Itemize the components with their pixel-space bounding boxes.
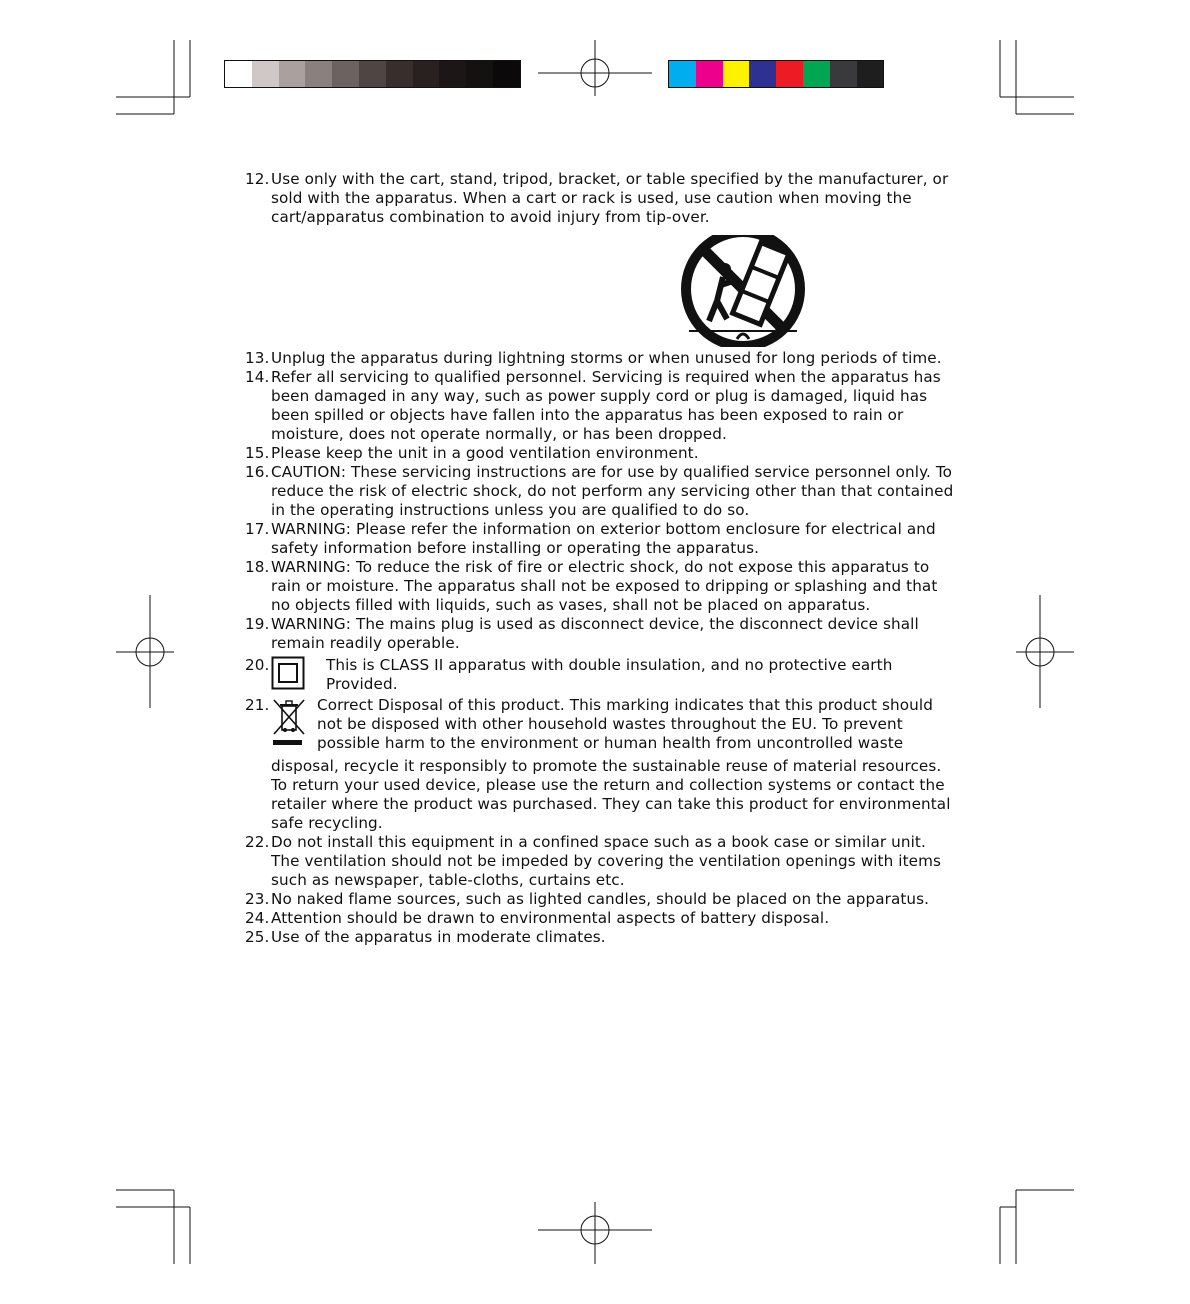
safety-instructions	[245, 170, 955, 947]
list-item: 16. CAUTION: These servicing instructions are for use by qualified service personnel only. To reduce the risk of electric shock, do not perform any servicing other than that contained in the operating instructions unless you are qualified to do so.	[245, 463, 954, 519]
process-color-bar	[668, 60, 884, 88]
grayscale-color-bar	[224, 60, 521, 88]
color-swatch	[413, 61, 440, 87]
color-swatch	[225, 61, 252, 87]
color-swatch	[830, 61, 857, 87]
list-item: 24. Attention should be drawn to environmental aspects of battery disposal.	[245, 909, 830, 927]
color-swatch	[696, 61, 723, 87]
list-item: 18. WARNING: To reduce the risk of fire or electric shock, do not expose this apparatus to rain or moisture. The apparatus shall not be exposed to dripping or splashing and that no objects filled with liquids, such as vases, shall not be placed on apparatus.	[245, 558, 938, 614]
list-item: 12. Use only with the cart, stand, tripod, bracket, or table specified by the manufacturer, or sold with the apparatus. When a cart or rack is used, use caution when moving the cart/apparatus combination to avoid injury from tip-over.	[245, 170, 949, 226]
cart-tipover-icon	[679, 235, 809, 347]
list-item: 23. No naked flame sources, such as lighted candles, should be placed on the apparatus.	[245, 890, 930, 908]
color-swatch	[359, 61, 386, 87]
list-item: 19. WARNING: The mains plug is used as disconnect device, the disconnect device shall remain readily operable.	[245, 615, 919, 652]
color-swatch	[332, 61, 359, 87]
list-item: 25. Use of the apparatus in moderate climates.	[245, 928, 606, 946]
color-swatch	[386, 61, 413, 87]
list-item-weee-continued: disposal, recycle it responsibly to promote the sustainable reuse of material resources. To return your used device, please use the return and collection systems or contact the retailer where the product was purchased. They can take this product for environmental safe recycling.	[271, 757, 951, 832]
color-swatch	[493, 61, 520, 87]
cart-pictogram-block	[245, 227, 955, 349]
color-swatch	[252, 61, 279, 87]
color-swatch	[723, 61, 750, 87]
color-swatch	[803, 61, 830, 87]
weee-crossed-bin-icon	[271, 696, 309, 752]
color-swatch	[669, 61, 696, 87]
list-item: 15. Please keep the unit in a good ventilation environment.	[245, 444, 699, 462]
color-swatch	[279, 61, 306, 87]
class-ii-double-insulation-icon	[271, 656, 305, 690]
color-swatch	[439, 61, 466, 87]
color-swatch	[857, 61, 884, 87]
color-swatch	[305, 61, 332, 87]
list-item-class-ii: 20. This is CLASS II apparatus with double insulation, and no protective earth Provided.	[245, 656, 893, 693]
color-swatch	[466, 61, 493, 87]
list-item: 22. Do not install this equipment in a confined space such as a book case or similar unit. The ventilation should not be impeded by covering the ventilation openings with items such as newspaper, table-cloths, curtains etc.	[245, 833, 941, 889]
list-item: 17. WARNING: Please refer the information on exterior bottom enclosure for electrical and safety information before installing or operating the apparatus.	[245, 520, 936, 557]
list-item-weee: 21. Correct Disposal of this product. This marking indicates that this product should not be disposed with other household wastes throughout the EU. To prevent possible harm to the environment or human health from uncontrolled waste	[245, 696, 933, 752]
list-item: 14. Refer all servicing to qualified personnel. Servicing is required when the apparatus has been damaged in any way, such as power supply cord or plug is damaged, liquid has been spilled or objects have fallen into the apparatus has been exposed to rain or moisture, does not operate normally, or has been dropped.	[245, 368, 941, 443]
list-item: 13. Unplug the apparatus during lightning storms or when unused for long periods of time.	[245, 349, 942, 367]
color-swatch	[776, 61, 803, 87]
color-swatch	[749, 61, 776, 87]
